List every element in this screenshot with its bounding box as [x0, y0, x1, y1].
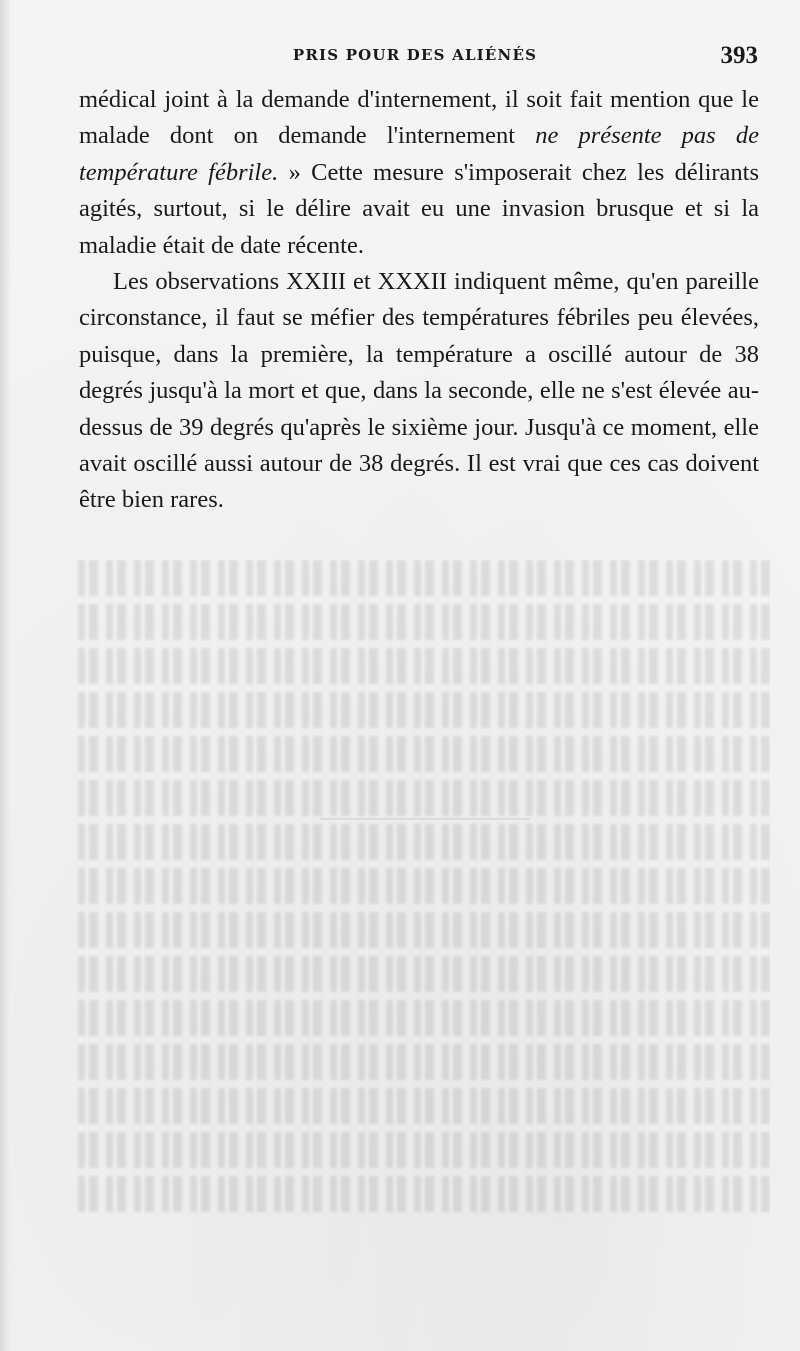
body-text: [79, 82, 759, 519]
show-through-line: [70, 1044, 770, 1080]
paragraph-2: Les observations XXIII et XXXII indiquent même, qu'en pareille circonstance, il faut se méfier des températures fébriles peu élevées, puisque, dans la première, la température a oscillé autour de 38 degrés jusqu'à la mort et que, dans la seconde, elle ne s'est élevée au-dessus de 39 degrés qu'après le sixième jour. Jusqu'à ce moment, elle avait oscillé aussi autour de 38 degrés. Il est vrai que ces cas doivent être bien rares.: [79, 268, 759, 514]
show-through-line: [70, 1088, 770, 1124]
show-through-from-reverse-page: [70, 560, 770, 1280]
running-title: PRIS POUR DES ALIÉNÉS: [292, 46, 538, 64]
show-through-line: [70, 736, 770, 772]
show-through-line: [70, 1176, 770, 1212]
page-number: 393: [720, 42, 758, 69]
show-through-line: [70, 604, 770, 640]
show-through-line: [70, 824, 770, 860]
show-through-line: [70, 560, 770, 596]
show-through-line: [70, 868, 770, 904]
paragraph-1-italic-phrase: ne présente pas de température fébrile.: [79, 122, 759, 186]
show-through-line: [70, 956, 770, 992]
show-through-line: [70, 692, 770, 728]
show-through-line: [70, 912, 770, 948]
page-header: [0, 42, 800, 76]
show-through-line: [70, 1132, 770, 1168]
paragraph-1-text-end: » Cette mesure s'imposerait chez les délirants agités, surtout, si le délire avait eu une invasion brusque et si la maladie était de date récente.: [79, 158, 759, 259]
show-through-line: [70, 780, 770, 816]
paragraph-1: [79, 82, 759, 264]
show-through-rule: [320, 818, 530, 820]
show-through-line: [70, 648, 770, 684]
show-through-line: [70, 1000, 770, 1036]
page-gutter-shadow: [0, 0, 10, 1351]
paragraph-1-text-start: médical joint à la demande d'internement, il soit fait mention que le malade dont on demande l'internement: [79, 86, 759, 150]
